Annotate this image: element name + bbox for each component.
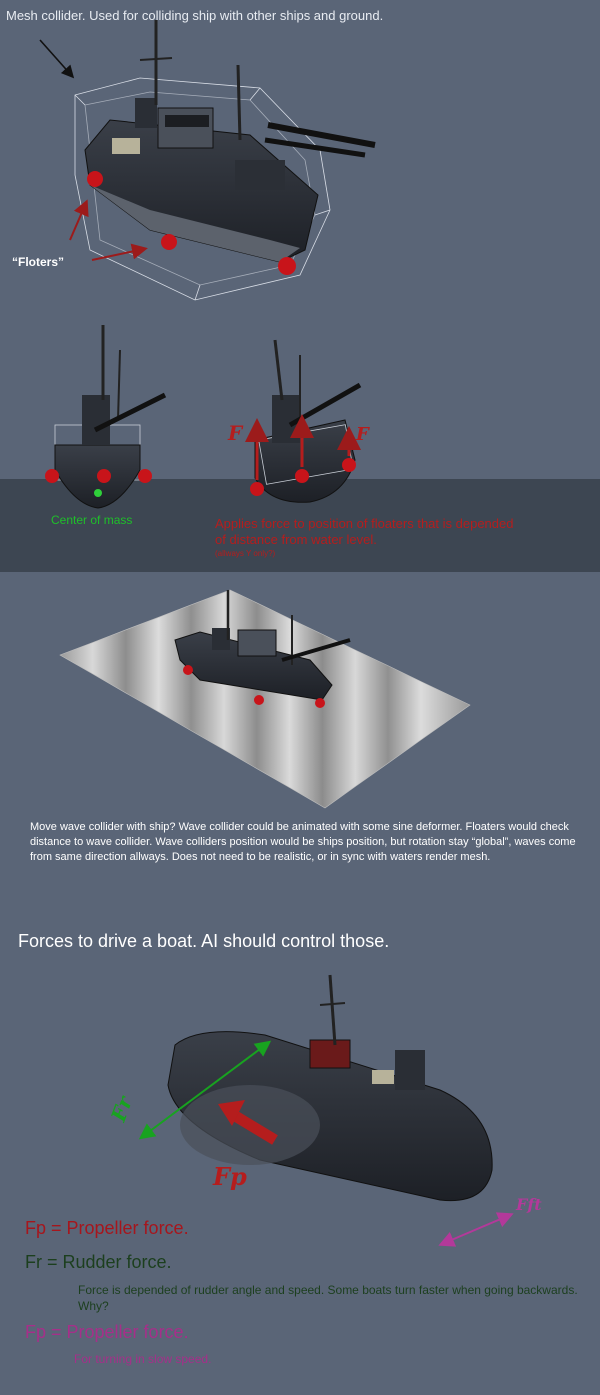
legend-thruster-note: For turning in slow speed.	[74, 1352, 212, 1366]
legend-propeller-force: Fp = Propeller force.	[25, 1218, 189, 1238]
legend-thruster-force: Fp = Propeller force.	[25, 1322, 189, 1342]
hand-force-label-left: F	[228, 421, 243, 445]
thruster-force-arrow	[442, 1215, 510, 1244]
mesh-collider-note: Mesh collider. Used for colliding ship with other ships and ground.	[6, 8, 384, 23]
buoyancy-force-description: Applies force to position of floaters that is depended of distance from water level.	[215, 516, 514, 547]
floaters-label: “Floters”	[12, 255, 65, 269]
drive-forces-title: Forces to drive a boat. AI should control those.	[18, 931, 390, 951]
hand-label-rudder: Fr	[106, 1093, 138, 1125]
legend-rudder-note: Force is depended of rudder angle and speed. Some boats turn faster when going backwards. Why?	[78, 1283, 578, 1313]
hand-label-thruster: Fft	[516, 1195, 542, 1214]
hand-force-label-right: F	[356, 424, 369, 445]
legend-rudder-force: Fr = Rudder force.	[25, 1252, 172, 1272]
wave-collider-notes: Move wave collider with ship? Wave collider could be animated with some sine deformer. Floaters would check distance to wave collider. Wave colliders position would be ships position, but rotation stay “global”, waves come from same direction allways. Does not need to be realistic, or in sync with waters render mesh.	[30, 821, 576, 863]
buoyancy-force-note: (allways Y only?)	[215, 549, 276, 558]
center-of-mass-label: Center of mass	[51, 513, 133, 527]
hand-label-propeller: Fp	[213, 1162, 247, 1191]
